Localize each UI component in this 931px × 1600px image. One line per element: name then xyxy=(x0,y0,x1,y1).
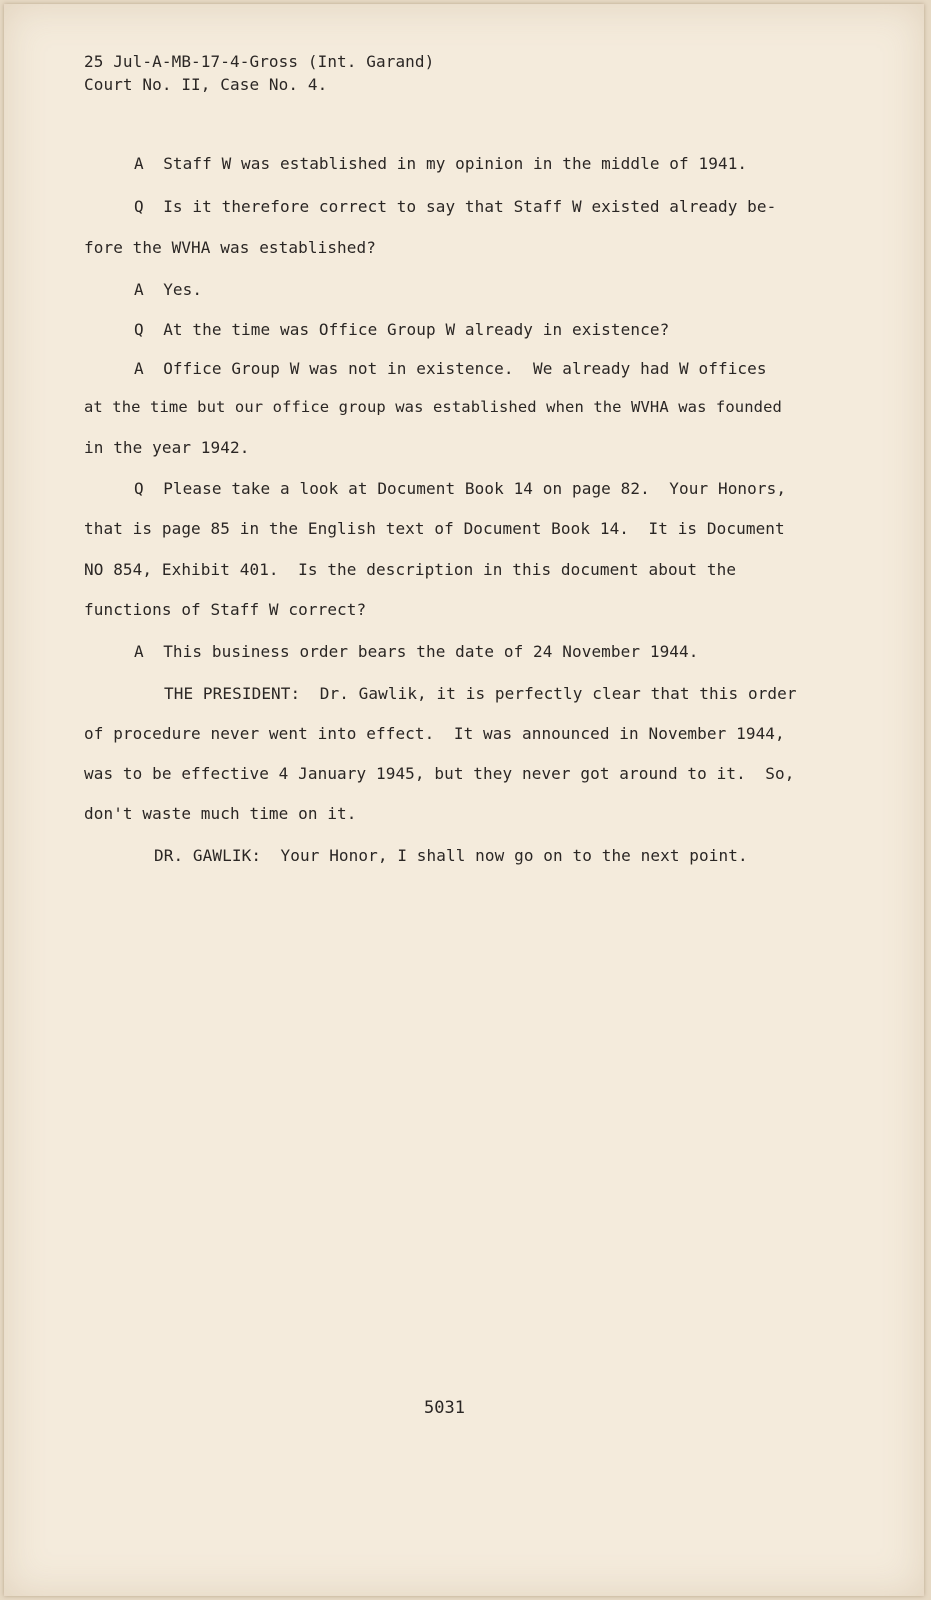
transcript-line: was to be effective 4 January 1945, but they never got around to it. So, xyxy=(84,764,795,783)
transcript-line: A Office Group W was not in existence. We already had W offices xyxy=(134,359,767,378)
header-line-2: Court No. II, Case No. 4. xyxy=(84,75,328,94)
document-page xyxy=(4,4,924,1596)
transcript-line: of procedure never went into effect. It was announced in November 1944, xyxy=(84,724,785,743)
page-number: 5031 xyxy=(424,1398,465,1418)
header-line-1: 25 Jul-A-MB-17-4-Gross (Int. Garand) xyxy=(84,52,435,71)
transcript-line: don't waste much time on it. xyxy=(84,804,357,823)
transcript-line: A This business order bears the date of 24 November 1944. xyxy=(134,642,699,661)
transcript-line: fore the WVHA was established? xyxy=(84,238,376,257)
transcript-line: A Staff W was established in my opinion in the middle of 1941. xyxy=(134,154,748,173)
transcript-line: that is page 85 in the English text of Document Book 14. It is Document xyxy=(84,519,785,538)
transcript-line: Q Is it therefore correct to say that Staff W existed already be- xyxy=(134,197,777,216)
transcript-line: NO 854, Exhibit 401. Is the description in this document about the xyxy=(84,560,737,579)
transcript-line: THE PRESIDENT: Dr. Gawlik, it is perfectly clear that this order xyxy=(164,684,797,703)
transcript-line: Q Please take a look at Document Book 14 on page 82. Your Honors, xyxy=(134,479,787,498)
transcript-line: A Yes. xyxy=(134,280,203,299)
transcript-line: Q At the time was Office Group W already in existence? xyxy=(134,320,670,339)
transcript-line: in the year 1942. xyxy=(84,438,250,457)
transcript-line: functions of Staff W correct? xyxy=(84,600,367,619)
transcript-line: DR. GAWLIK: Your Honor, I shall now go on to the next point. xyxy=(154,846,748,865)
transcript-line: at the time but our office group was established when the WVHA was founded xyxy=(84,398,782,416)
